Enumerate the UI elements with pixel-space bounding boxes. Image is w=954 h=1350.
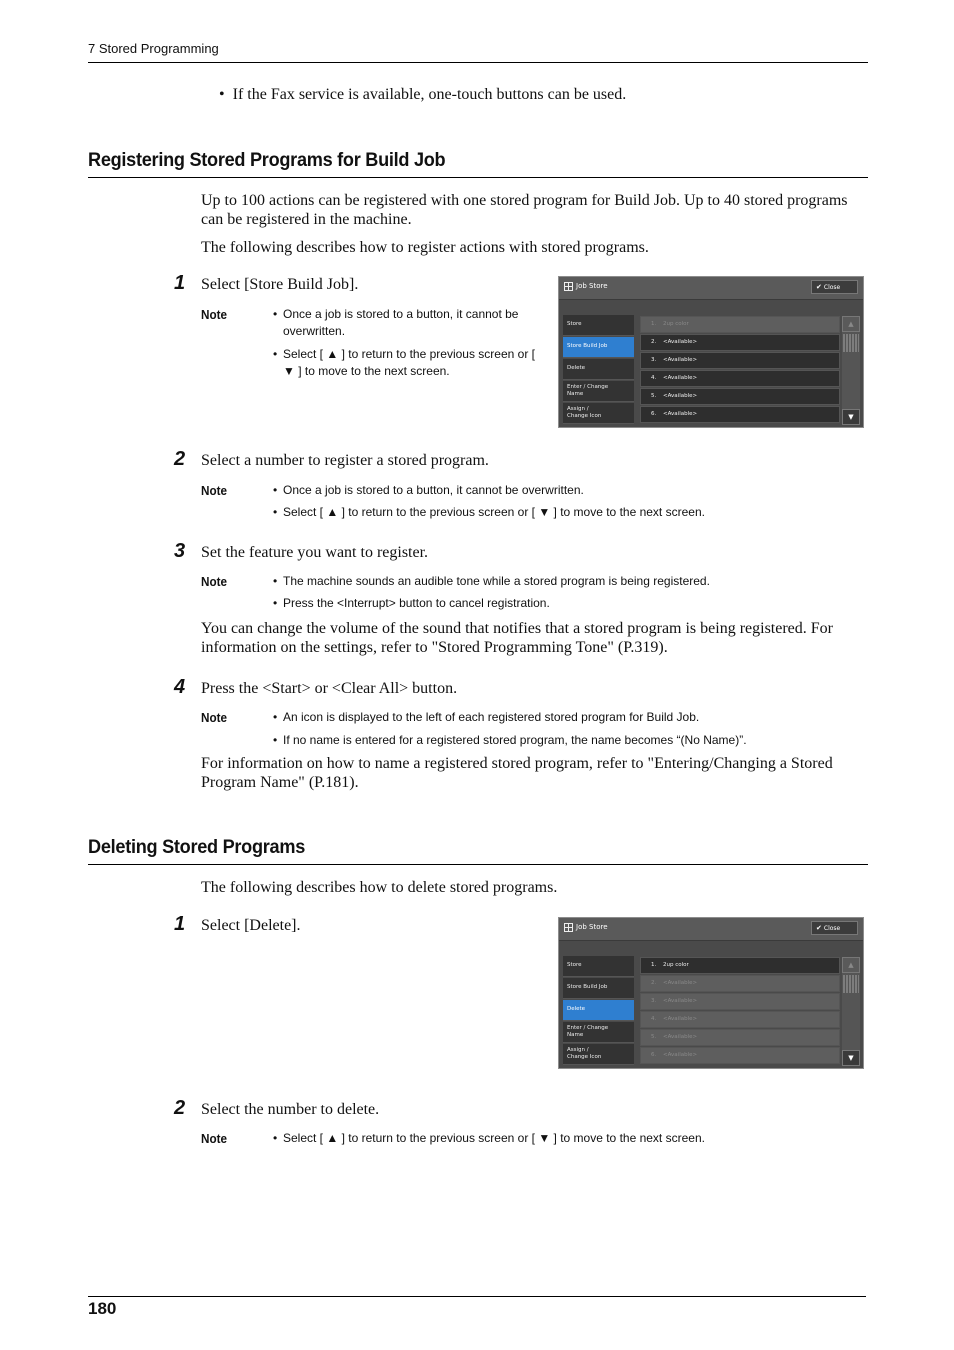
bullet-dot: • <box>273 347 278 361</box>
note-label: Note <box>201 1131 228 1146</box>
close-label: Close <box>823 925 841 932</box>
scroll-up-icon[interactable]: ▲ <box>842 957 860 973</box>
close-button[interactable] <box>811 280 858 294</box>
bullet-dot: • <box>273 574 278 588</box>
step-number: 1 <box>174 913 186 935</box>
intro-bullet <box>219 86 626 104</box>
running-header: 7 Stored Programming <box>88 41 219 56</box>
job-store-sidebar <box>563 956 635 1066</box>
job-store-sidebar <box>563 315 635 425</box>
section1-paragraph-2: The following describes how to register actions with stored programs. <box>201 239 649 256</box>
list-item[interactable]: 3. <Available> <box>640 993 840 1010</box>
note-item <box>273 709 833 726</box>
note-item <box>273 306 549 340</box>
screen-titlebar <box>559 277 863 300</box>
scroll-grip-icon[interactable] <box>843 334 859 352</box>
list-item[interactable]: 6. <Available> <box>640 406 840 423</box>
bullet-dot: • <box>273 596 278 610</box>
list-scrollbar[interactable] <box>842 316 860 425</box>
job-store-screenshot <box>558 276 864 428</box>
note-text: An icon is displayed to the left of each registered stored program for Build Job. <box>283 710 700 724</box>
note-item <box>273 482 833 499</box>
scroll-grip-icon[interactable] <box>843 975 859 993</box>
note-label: Note <box>201 574 228 589</box>
list-item[interactable]: 3. <Available> <box>640 352 840 369</box>
check-icon: ✔ <box>816 924 822 932</box>
step-4-followup: For information on how to name a registered stored program, refer to "Entering/Changing a Stored Program Name" (P.181). <box>201 755 833 791</box>
footer-rule <box>88 1296 866 1297</box>
bullet-dot: • <box>273 483 278 497</box>
scroll-down-icon[interactable]: ▼ <box>842 1050 860 1066</box>
section2-paragraph: The following describes how to delete stored programs. <box>201 879 558 896</box>
screen-title: Job Store <box>576 923 608 931</box>
list-item[interactable]: 4. <Available> <box>640 370 840 387</box>
screen-title: Job Store <box>576 282 608 290</box>
page-number: 180 <box>88 1299 117 1318</box>
section-title-register: Registering Stored Programs for Build Job <box>88 149 446 171</box>
step-text: Press the <Start> or <Clear All> button. <box>201 680 458 697</box>
step-text: Select a number to register a stored program. <box>201 452 489 469</box>
note-item <box>273 346 549 380</box>
note-text: Press the <Interrupt> button to cancel registration. <box>283 596 550 610</box>
note-label: Note <box>201 710 228 725</box>
note-label: Note <box>201 483 228 498</box>
stored-program-list <box>640 957 840 1065</box>
section-rule <box>88 177 868 178</box>
step-text: Select [Store Build Job]. <box>201 276 359 293</box>
job-store-icon <box>564 282 573 291</box>
step-number: 2 <box>174 448 186 470</box>
note-item <box>273 573 833 590</box>
note-item <box>273 1130 833 1147</box>
section1-paragraph-1: Up to 100 actions can be registered with one stored program for Build Job. Up to 40 stored programs can be registered in the machine. <box>201 192 848 228</box>
note-text: Once a job is stored to a button, it cannot be overwritten. <box>283 307 519 338</box>
list-item[interactable]: 4. <Available> <box>640 1011 840 1028</box>
step-number: 2 <box>174 1097 186 1119</box>
note-text: Select [ ▲ ] to return to the previous screen or [ ▼ ] to move to the next screen. <box>283 1131 705 1145</box>
list-item[interactable]: 2. <Available> <box>640 975 840 992</box>
list-item[interactable]: 6. <Available> <box>640 1047 840 1064</box>
scroll-down-icon[interactable]: ▼ <box>842 409 860 425</box>
step-3-followup: You can change the volume of the sound that notifies that a stored program is being registered. For information on the settings, refer to "Stored Programming Tone" (P.319). <box>201 620 834 656</box>
step-number: 4 <box>174 676 186 698</box>
sidebar-item-delete[interactable]: Delete <box>563 359 634 380</box>
job-store-icon <box>564 923 573 932</box>
stored-program-list <box>640 316 840 424</box>
bullet-dot: • <box>273 505 278 519</box>
close-label: Close <box>823 284 841 291</box>
list-scrollbar[interactable] <box>842 957 860 1066</box>
job-store-delete-screenshot <box>558 917 864 1069</box>
list-item[interactable]: 2. <Available> <box>640 334 840 351</box>
note-text: Select [ ▲ ] to return to the previous screen or [ ▼ ] to move to the next screen. <box>283 347 535 378</box>
scroll-up-icon[interactable]: ▲ <box>842 316 860 332</box>
list-item[interactable]: 5. <Available> <box>640 388 840 405</box>
sidebar-item-store-build-job[interactable]: Store Build Job <box>563 978 634 999</box>
step-text: Select [Delete]. <box>201 917 301 934</box>
bullet-dot: • <box>273 1131 278 1145</box>
step-text: Set the feature you want to register. <box>201 544 429 561</box>
bullet-dot: • <box>273 710 278 724</box>
note-item <box>273 732 833 749</box>
bullet-dot: • <box>273 307 278 321</box>
note-item <box>273 595 833 612</box>
note-text: The machine sounds an audible tone while a stored program is being registered. <box>283 574 710 588</box>
step-number: 1 <box>174 272 186 294</box>
intro-bullet-text: If the Fax service is available, one-touch buttons can be used. <box>232 86 627 103</box>
sidebar-item-enter-change-name[interactable]: Enter / Change Name <box>563 381 634 402</box>
note-label: Note <box>201 307 228 322</box>
step-number: 3 <box>174 540 186 562</box>
close-button[interactable] <box>811 921 858 935</box>
sidebar-item-delete[interactable]: Delete <box>563 1000 634 1021</box>
check-icon: ✔ <box>816 283 822 291</box>
screen-titlebar <box>559 918 863 941</box>
header-rule <box>88 62 868 63</box>
note-text: If no name is entered for a registered stored program, the name becomes “(No Name)”. <box>283 733 747 747</box>
bullet-dot: • <box>273 733 278 747</box>
list-item[interactable]: 1. 2up color <box>640 316 840 333</box>
sidebar-item-store[interactable]: Store <box>563 956 634 977</box>
sidebar-item-assign-change-icon[interactable]: Assign / Change Icon <box>563 403 634 424</box>
bullet-dot: • <box>219 86 233 103</box>
sidebar-item-store-build-job[interactable]: Store Build Job <box>563 337 634 358</box>
sidebar-item-assign-change-icon[interactable]: Assign / Change Icon <box>563 1044 634 1065</box>
sidebar-item-enter-change-name[interactable]: Enter / Change Name <box>563 1022 634 1043</box>
step-text: Select the number to delete. <box>201 1101 380 1118</box>
sidebar-item-store[interactable]: Store <box>563 315 634 336</box>
note-text: Once a job is stored to a button, it cannot be overwritten. <box>283 483 584 497</box>
list-item[interactable]: 1. 2up color <box>640 957 840 974</box>
list-item[interactable]: 5. <Available> <box>640 1029 840 1046</box>
section-rule <box>88 864 868 865</box>
section-title-delete: Deleting Stored Programs <box>88 836 306 858</box>
note-item <box>273 504 833 521</box>
note-text: Select [ ▲ ] to return to the previous screen or [ ▼ ] to move to the next screen. <box>283 505 705 519</box>
